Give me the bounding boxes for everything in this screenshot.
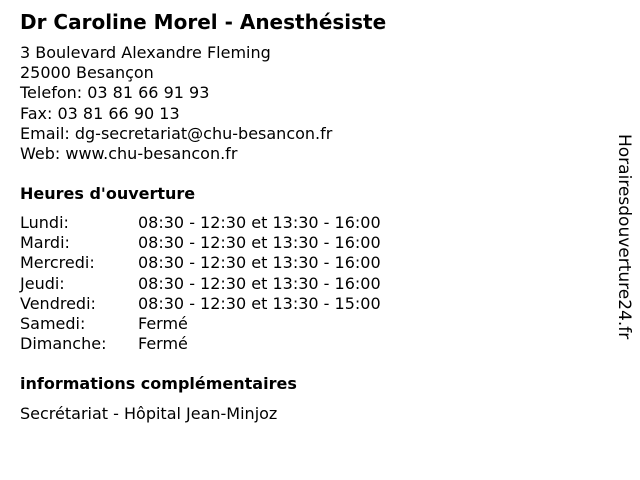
address-street: 3 Boulevard Alexandre Fleming [20, 43, 271, 62]
hours-table [20, 213, 381, 354]
time-value: Fermé [138, 314, 188, 334]
day-label: Lundi: [20, 213, 69, 232]
fax-number: Fax: 03 81 66 90 13 [20, 103, 180, 123]
hours-row-tuesday [20, 233, 381, 253]
hours-row-monday [20, 213, 381, 233]
day-label: Jeudi: [20, 273, 65, 293]
day-label: Mardi: [20, 233, 70, 253]
time-value: 08:30 - 12:30 et 13:30 - 16:00 [138, 233, 381, 253]
info-heading: informations complémentaires [20, 374, 297, 393]
hours-row-sunday [20, 334, 381, 354]
page-title: Dr Caroline Morel - Anesthésiste [20, 10, 387, 34]
hours-row-thursday [20, 274, 381, 294]
hours-row-wednesday [20, 253, 381, 273]
day-label: Samedi: [20, 314, 86, 334]
time-value: 08:30 - 12:30 et 13:30 - 15:00 [138, 293, 381, 313]
website: Web: www.chu-besancon.fr [20, 144, 238, 164]
info-text: Secrétariat - Hôpital Jean-Minjoz [20, 404, 278, 423]
day-label: Dimanche: [20, 334, 107, 354]
hours-row-saturday [20, 314, 381, 334]
time-value: Fermé [138, 334, 188, 354]
hours-heading: Heures d'ouverture [20, 184, 196, 203]
email-address: Email: dg-secretariat@chu-besancon.fr [20, 123, 333, 143]
time-value: 08:30 - 12:30 et 13:30 - 16:00 [138, 253, 381, 273]
time-value: 08:30 - 12:30 et 13:30 - 16:00 [138, 273, 381, 293]
contact-block [20, 43, 332, 164]
day-label: Mercredi: [20, 253, 95, 273]
address-city: 25000 Besançon [20, 63, 154, 83]
hours-row-friday [20, 294, 381, 314]
phone-number: Telefon: 03 81 66 91 93 [20, 83, 210, 103]
day-label: Vendredi: [20, 293, 96, 313]
site-watermark: Horairesdouverture24.fr [614, 134, 634, 340]
time-value: 08:30 - 12:30 et 13:30 - 16:00 [138, 213, 381, 232]
